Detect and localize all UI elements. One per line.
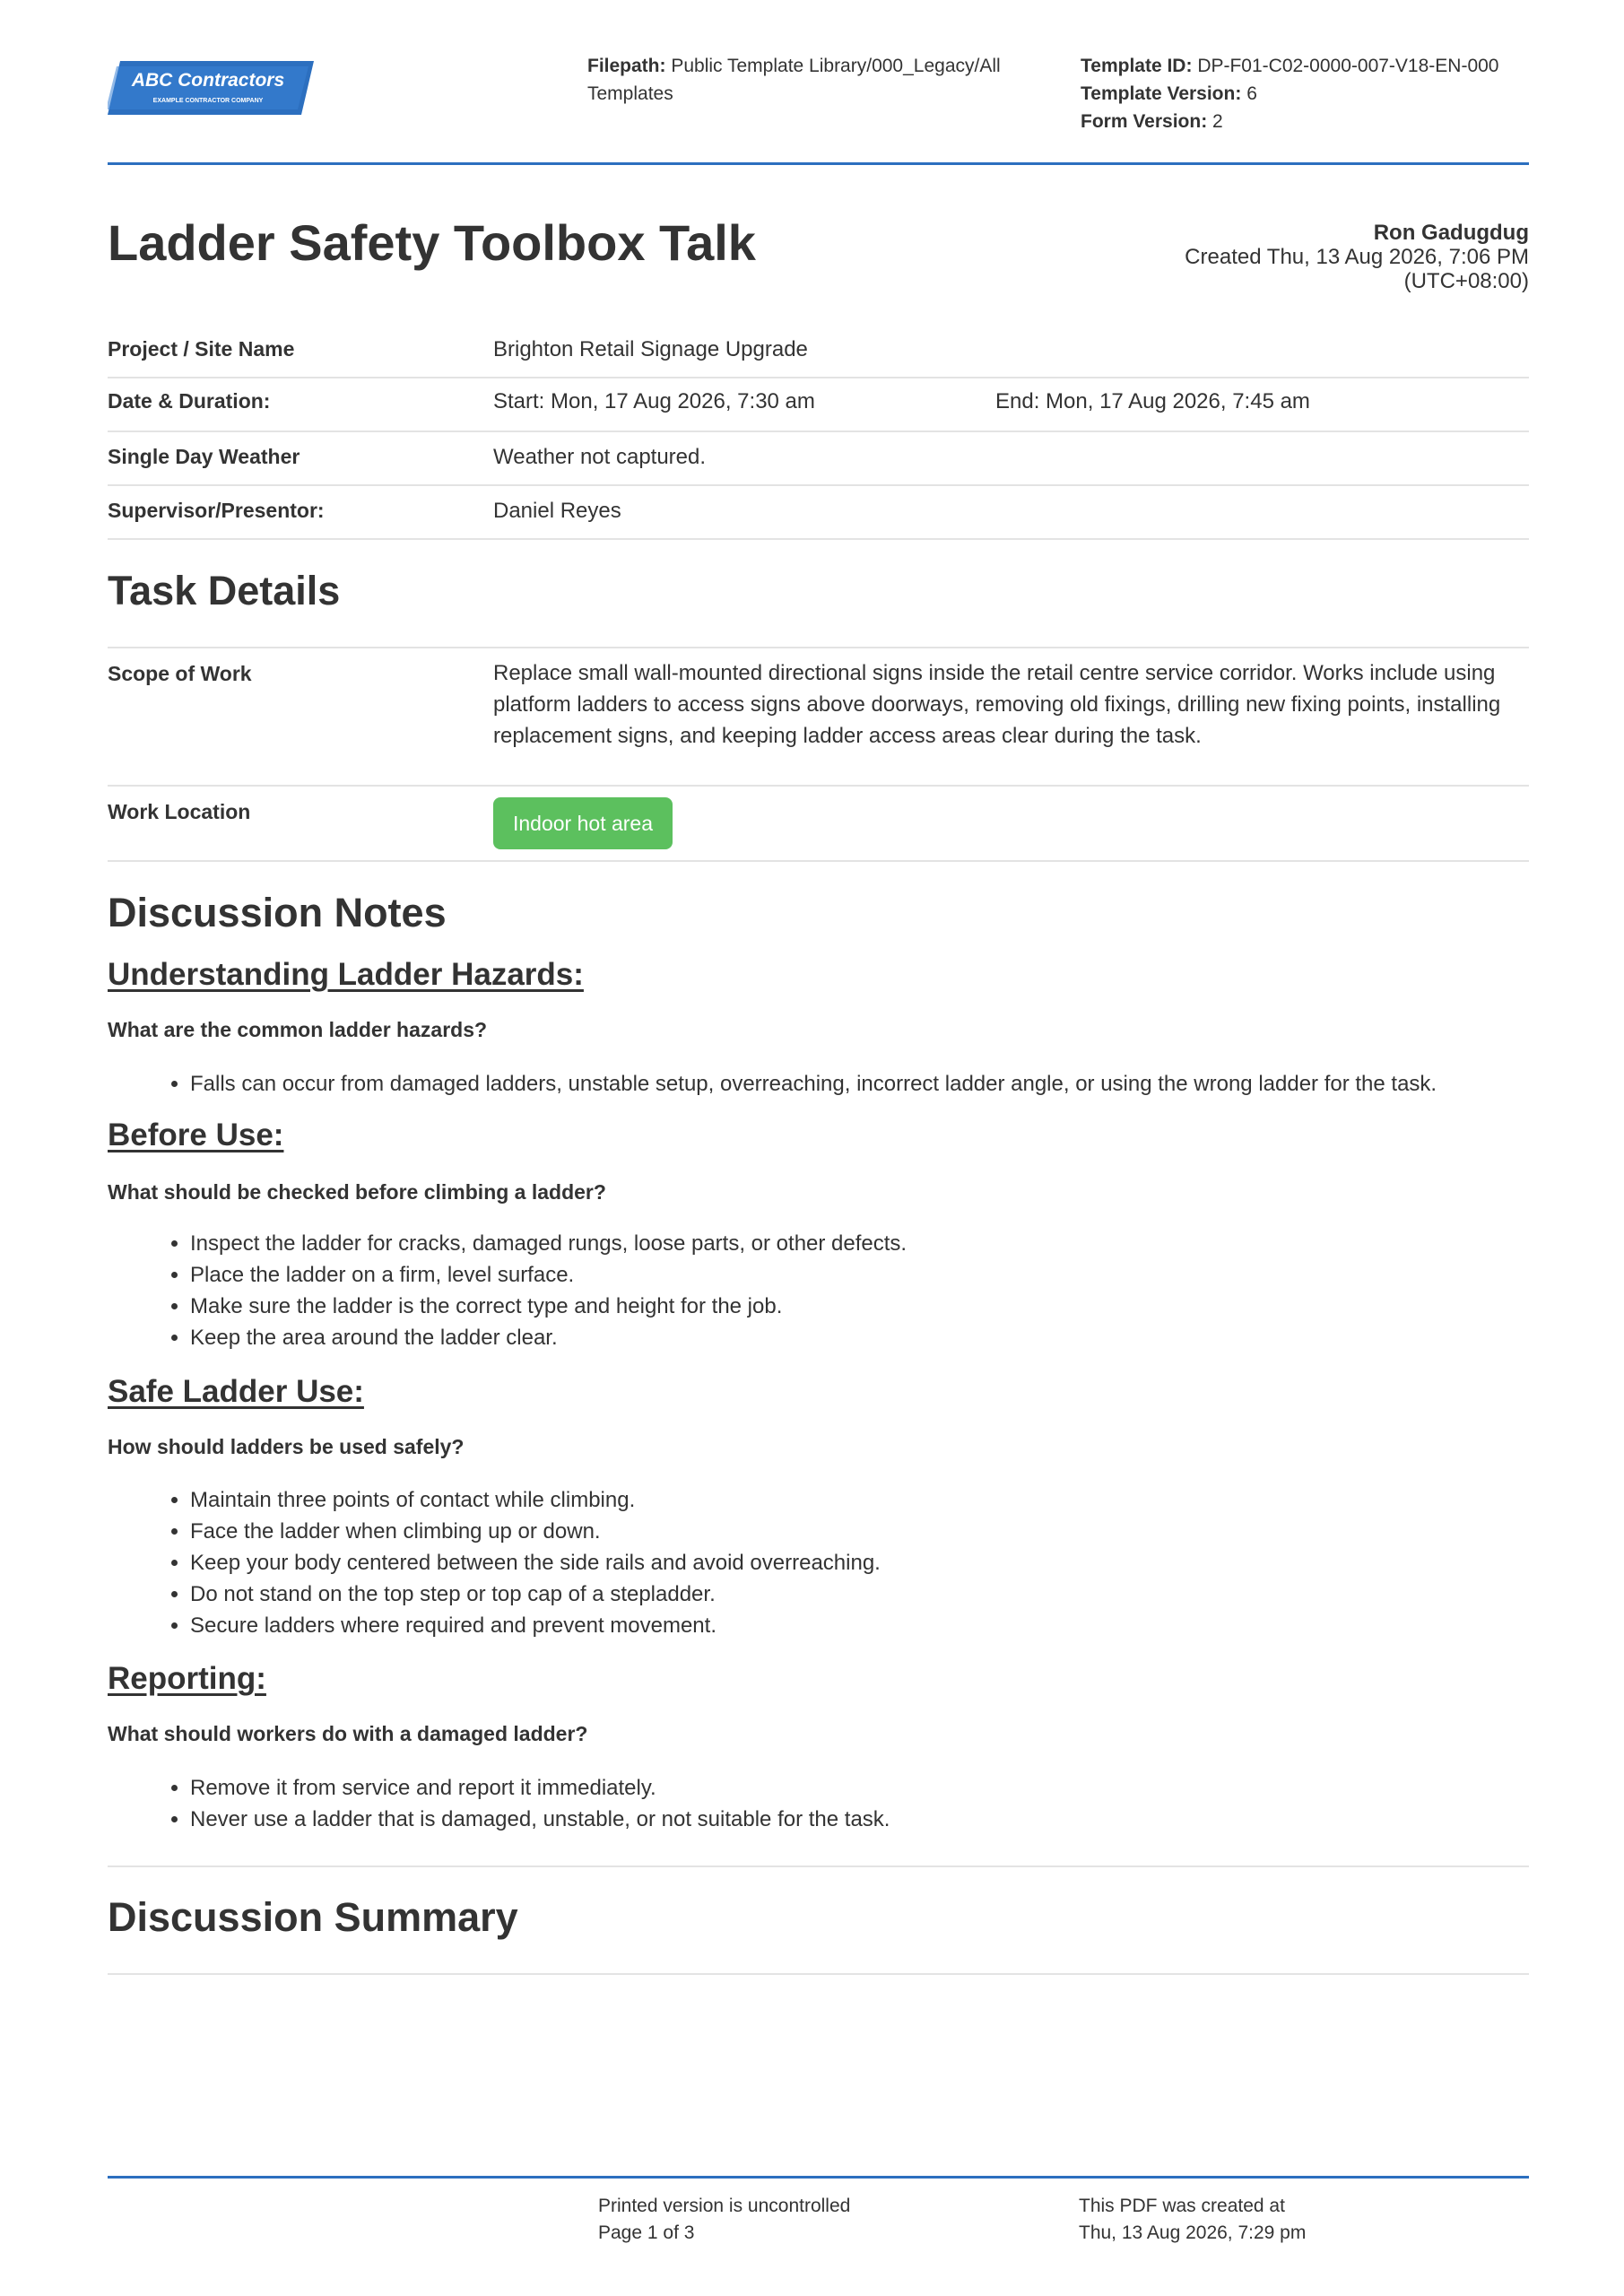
form-version-label: Form Version:	[1081, 111, 1208, 132]
form-version-value: 2	[1212, 111, 1223, 132]
weather-value: Weather not captured.	[493, 445, 707, 469]
list-item: • Keep the area around the ladder clear.	[190, 1322, 1517, 1353]
uncontrolled-notice: Printed version is uncontrolled	[598, 2196, 851, 2216]
template-id-value: DP-F01-C02-0000-007-V18-EN-000	[1197, 56, 1499, 76]
document-header	[108, 52, 1529, 163]
scope-row	[108, 648, 1529, 787]
list-item: • Inspect the ladder for cracks, damaged rungs, loose parts, or other defects.	[190, 1228, 1517, 1259]
supervisor-value: Daniel Reyes	[493, 499, 621, 523]
list-item: • Make sure the ladder is the correct type and height for the job.	[190, 1291, 1517, 1322]
list-before-use	[108, 1228, 1517, 1353]
date-start-value: Start: Mon, 17 Aug 2026, 7:30 am	[493, 389, 815, 413]
company-logo	[108, 59, 314, 117]
question-before-use: What should be checked before climbing a ladder?	[108, 1180, 606, 1204]
template-version-value: 6	[1246, 83, 1257, 104]
list-item: • Secure ladders where required and prevent movement.	[190, 1610, 1517, 1641]
template-version-label: Template Version:	[1081, 83, 1242, 104]
logo-tagline: EXAMPLE CONTRACTOR COMPANY	[152, 98, 264, 104]
creator-block	[1185, 221, 1529, 293]
pdf-created-label: This PDF was created at	[1079, 2196, 1285, 2216]
question-hazards: What are the common ladder hazards?	[108, 1018, 488, 1041]
footer-right	[1079, 2193, 1306, 2247]
creator-name: Ron Gadugdug	[1373, 221, 1529, 245]
list-reporting	[108, 1772, 1517, 1835]
list-item: • Face the ladder when climbing up or down.	[190, 1516, 1517, 1547]
project-value: Brighton Retail Signage Upgrade	[493, 337, 808, 361]
logo-name: ABC Contractors	[131, 70, 285, 91]
pdf-created-value: Thu, 13 Aug 2026, 7:29 pm	[1079, 2222, 1307, 2243]
discussion-divider	[108, 1866, 1529, 1867]
scope-value: Replace small wall-mounted directional signs inside the retail centre service corridor. Works include using platform ladders to access signs above doorways, removing old fixings, drilling new fixing points, installing replacement signs, and keeping ladder access areas clear during the task.	[493, 661, 1501, 748]
discussion-notes-heading: Discussion Notes	[108, 890, 447, 935]
list-item: • Never use a ladder that is damaged, unstable, or not suitable for the task.	[190, 1804, 1517, 1835]
weather-row	[108, 432, 1529, 486]
filepath-meta	[587, 52, 1027, 108]
created-timezone: (UTC+08:00)	[1403, 269, 1529, 293]
project-row	[108, 325, 1529, 378]
filepath-label: Filepath:	[587, 56, 666, 76]
list-item: • Falls can occur from damaged ladders, unstable setup, overreaching, incorrect ladder angle, or using the wrong ladder for the task.	[190, 1068, 1517, 1100]
date-duration-row	[108, 378, 1529, 432]
question-reporting: What should workers do with a damaged ladder?	[108, 1722, 588, 1745]
work-location-row	[108, 787, 1529, 862]
template-id-label: Template ID:	[1081, 56, 1193, 76]
section-title-reporting: Reporting:	[108, 1661, 266, 1696]
template-meta	[1081, 52, 1529, 135]
footer-divider	[108, 2176, 1529, 2179]
project-label: Project / Site Name	[108, 337, 295, 361]
list-item: • Keep your body centered between the side rails and avoid overreaching.	[190, 1547, 1517, 1578]
summary-divider	[108, 1973, 1529, 1975]
list-item: • Place the ladder on a firm, level surface.	[190, 1259, 1517, 1291]
discussion-summary-heading: Discussion Summary	[108, 1894, 518, 1940]
list-item: • Do not stand on the top step or top cap of a stepladder.	[190, 1578, 1517, 1610]
footer-left	[598, 2193, 850, 2247]
scope-label: Scope of Work	[108, 662, 252, 685]
section-title-hazards: Understanding Ladder Hazards:	[108, 957, 584, 992]
task-details-heading: Task Details	[108, 568, 341, 613]
supervisor-row	[108, 486, 1529, 540]
template-id-line	[1081, 52, 1529, 80]
filepath-value: Public Template Library/000_Legacy/All Templates	[587, 56, 1001, 104]
page-number: Page 1 of 3	[598, 2222, 695, 2243]
header-divider	[108, 162, 1529, 165]
section-title-before-use: Before Use:	[108, 1118, 284, 1152]
list-hazards	[108, 1068, 1517, 1100]
created-date: Created Thu, 13 Aug 2026, 7:06 PM	[1185, 245, 1529, 269]
template-version-line	[1081, 80, 1529, 108]
date-duration-label: Date & Duration:	[108, 389, 271, 413]
work-location-label: Work Location	[108, 800, 251, 823]
date-end-value: End: Mon, 17 Aug 2026, 7:45 am	[995, 389, 1310, 413]
list-item: • Maintain three points of contact while climbing.	[190, 1484, 1517, 1516]
weather-label: Single Day Weather	[108, 445, 300, 468]
form-version-line	[1081, 108, 1529, 135]
supervisor-label: Supervisor/Presentor:	[108, 499, 325, 522]
work-location-badge: Indoor hot area	[493, 797, 673, 849]
list-item: • Remove it from service and report it immediately.	[190, 1772, 1517, 1804]
question-safe-use: How should ladders be used safely?	[108, 1435, 465, 1458]
section-title-safe-use: Safe Ladder Use:	[108, 1374, 364, 1409]
list-safe-use	[108, 1484, 1517, 1641]
document-title: Ladder Safety Toolbox Talk	[108, 214, 756, 271]
